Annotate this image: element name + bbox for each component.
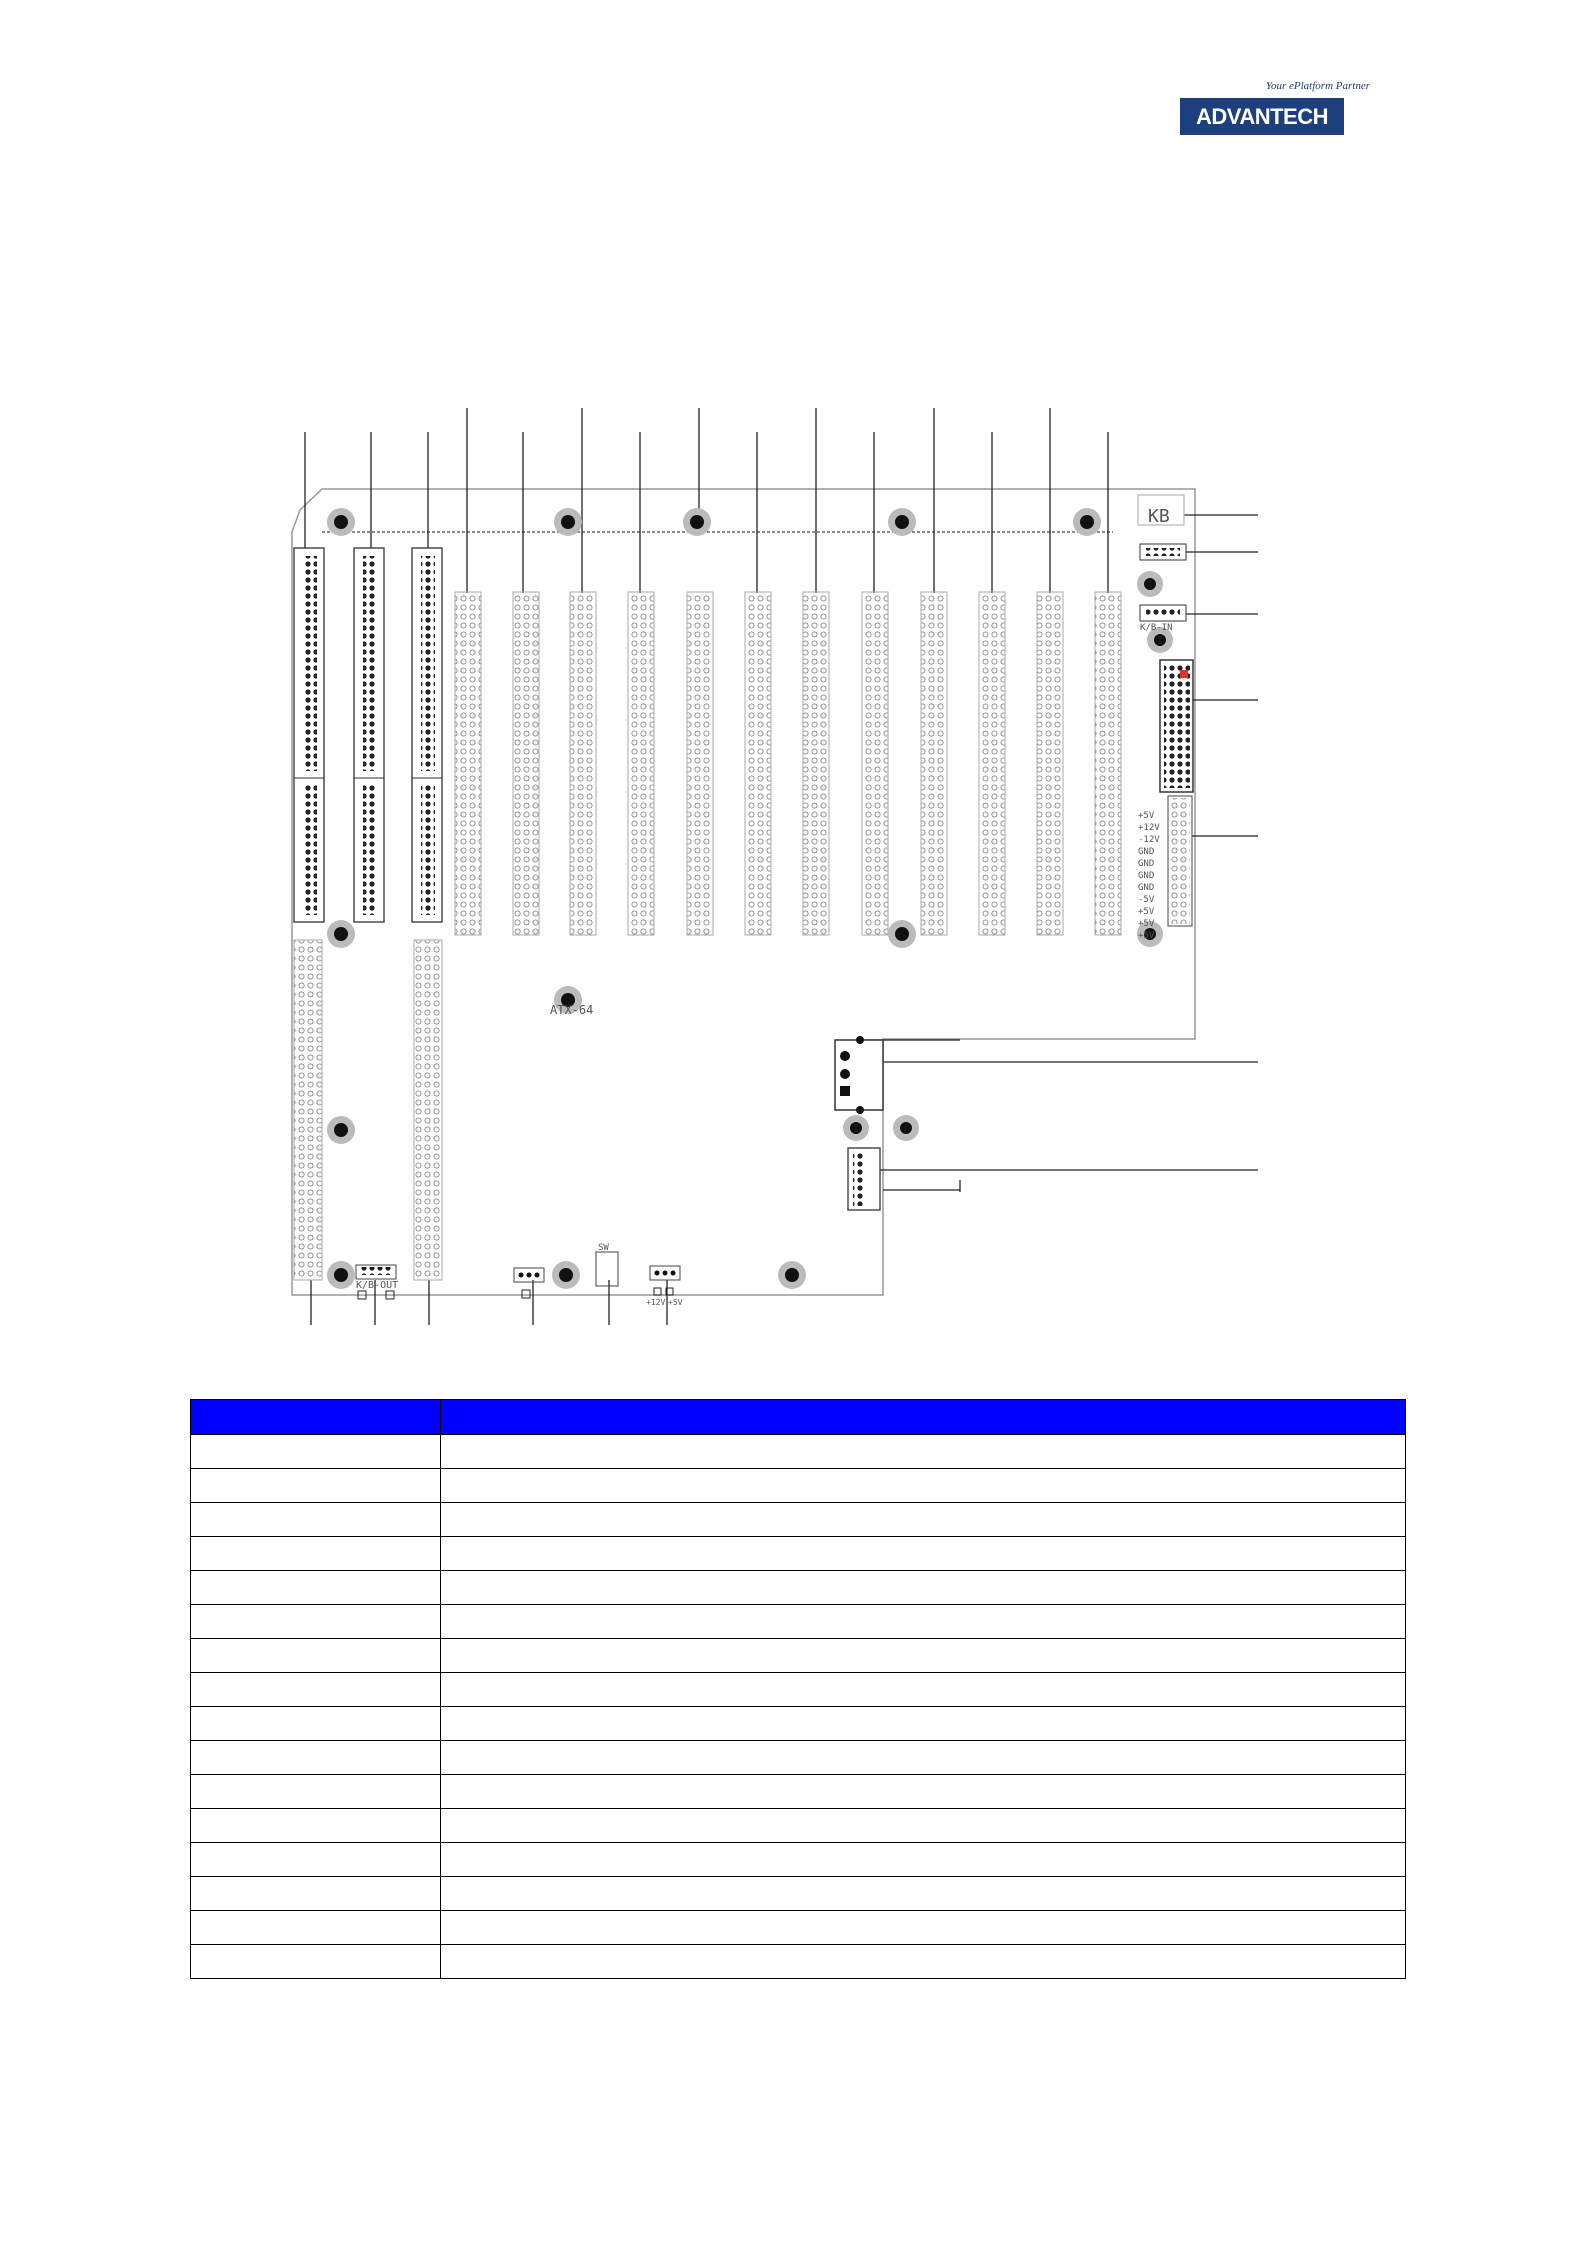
table-cell [191, 1639, 441, 1673]
table-cell [441, 1707, 1406, 1741]
table-cell [191, 1571, 441, 1605]
table-header-cell [191, 1400, 441, 1435]
table-cell [191, 1877, 441, 1911]
table-cell [191, 1741, 441, 1775]
kb-in-label-right: K/B-IN [1140, 623, 1173, 633]
table-cell [441, 1469, 1406, 1503]
table-row [191, 1809, 1406, 1843]
connector-table [190, 1399, 1406, 1979]
power-pin-label: GND [1138, 871, 1155, 881]
switch-header [596, 1243, 618, 1286]
kb-out-connector [356, 1265, 398, 1299]
table-cell [191, 1945, 441, 1979]
power-pin-label: +5V [1138, 811, 1155, 821]
kb-label: KB [1148, 506, 1170, 527]
table-row [191, 1503, 1406, 1537]
table-cell [441, 1877, 1406, 1911]
table-cell [191, 1843, 441, 1877]
fan-header-1 [514, 1268, 544, 1298]
table-cell [191, 1673, 441, 1707]
table-row [191, 1945, 1406, 1979]
table-row [191, 1639, 1406, 1673]
table-cell [441, 1911, 1406, 1945]
table-row [191, 1911, 1406, 1945]
dense-slot-3 [412, 548, 442, 922]
brand-tagline: Your ePlatform Partner [1265, 80, 1370, 92]
table-row [191, 1605, 1406, 1639]
table-header-row [191, 1400, 1406, 1435]
dense-slot-2 [354, 548, 384, 922]
table-cell [441, 1673, 1406, 1707]
header-connector-1 [1140, 544, 1186, 560]
table-cell [441, 1741, 1406, 1775]
table-row [191, 1469, 1406, 1503]
table-row [191, 1775, 1406, 1809]
sw-label: SW [598, 1243, 609, 1253]
power-pin-label: GND [1138, 847, 1155, 857]
table-cell [441, 1945, 1406, 1979]
fan-header-2 [646, 1266, 683, 1307]
atx-board-label: ATX-64 [550, 1003, 594, 1017]
dense-slot-1 [294, 548, 324, 922]
atx-power-connector [1160, 660, 1193, 792]
power-pin-label: +5V [1138, 919, 1155, 929]
table-row [191, 1673, 1406, 1707]
fan-voltage-label: +12V [646, 1298, 666, 1307]
table-cell [191, 1503, 441, 1537]
header-connector-2 [1140, 605, 1186, 621]
table-row [191, 1741, 1406, 1775]
table-cell [441, 1775, 1406, 1809]
table-row [191, 1435, 1406, 1469]
table-row [191, 1877, 1406, 1911]
table-cell [441, 1843, 1406, 1877]
table-cell [191, 1707, 441, 1741]
table-cell [191, 1537, 441, 1571]
fan-voltage-label: +5V [668, 1298, 683, 1307]
table-cell [441, 1639, 1406, 1673]
table-row [191, 1707, 1406, 1741]
power-pin-label: +5V [1138, 931, 1155, 941]
peripheral-power-connector [835, 1036, 883, 1114]
kb-connector [1138, 495, 1184, 527]
power-pin-label: -5V [1138, 895, 1155, 905]
power-pin-label: GND [1138, 883, 1155, 893]
table-cell [191, 1469, 441, 1503]
kb-out-label: K/B-OUT [356, 1280, 399, 1291]
power-pin-label: +12V [1138, 823, 1160, 833]
table-cell [191, 1911, 441, 1945]
table-cell [191, 1775, 441, 1809]
power-pin-header [1138, 796, 1192, 941]
table-cell [441, 1571, 1406, 1605]
table-row [191, 1843, 1406, 1877]
table-cell [441, 1605, 1406, 1639]
power-pin-label: +5V [1138, 907, 1155, 917]
table-row [191, 1537, 1406, 1571]
table-header-cell [441, 1400, 1406, 1435]
table-cell [191, 1435, 441, 1469]
power-pin-label: GND [1138, 859, 1155, 869]
table-cell [191, 1809, 441, 1843]
table-row [191, 1571, 1406, 1605]
table-cell [441, 1537, 1406, 1571]
brand-name: ADVANTECH [1180, 98, 1344, 135]
table-cell [191, 1605, 441, 1639]
table-cell [441, 1809, 1406, 1843]
power-pin-label: -12V [1138, 835, 1160, 845]
seven-pin-header [848, 1148, 880, 1210]
table-cell [441, 1503, 1406, 1537]
table-cell [441, 1435, 1406, 1469]
